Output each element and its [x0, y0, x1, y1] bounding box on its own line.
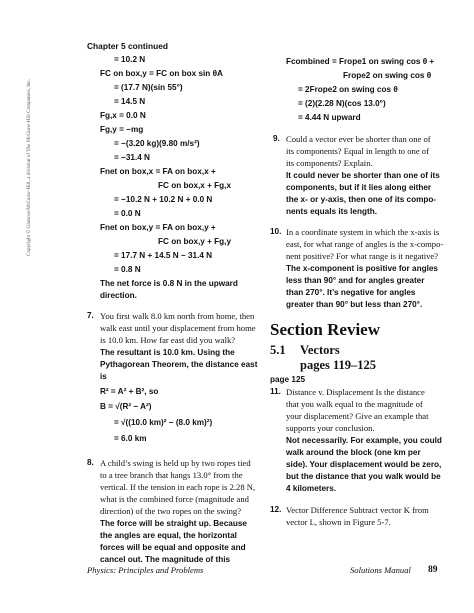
answer-line: forces will be equal and opposite and: [100, 543, 246, 552]
answer-line: but the distance that you walk would be: [286, 472, 441, 481]
answer-line: It could never be shorter than one of its: [286, 171, 440, 180]
question-number: 9.: [273, 134, 280, 143]
question-text: vector L, shown in Figure 5-7.: [286, 517, 391, 527]
page-number: 89: [428, 565, 438, 575]
eq-line: B = √(R² − A²): [100, 402, 152, 411]
answer-line: is: [100, 372, 107, 381]
eq-line: = 4.44 N upward: [298, 113, 361, 122]
answer-line: the angles are equal, the horizontal: [100, 531, 237, 540]
eq-line: = √((10.0 km)² − (8.0 km)²): [114, 418, 213, 427]
eq-line: Fg,x = 0.0 N: [100, 111, 146, 120]
question-text: vertical. If the tension in each rope is 2.28 N,: [100, 482, 256, 492]
eq-line: = 0.8 N: [114, 265, 141, 274]
question-text: You first walk 8.0 km north from home, then: [100, 311, 255, 321]
eq-line: = 14.5 N: [114, 97, 146, 106]
answer-line: less than 90° and for angles greater: [286, 276, 425, 285]
answer-line: The x-component is positive for angles: [286, 264, 438, 273]
answer-line: Pythagorean Theorem, the distance east: [100, 360, 258, 369]
question-text: In a coordinate system in which the x-axis is: [286, 227, 440, 237]
answer-line: The net force is 0.8 N in the upward: [100, 279, 238, 288]
question-text: its components? Explain.: [286, 158, 373, 168]
question-text: to a tree branch that hangs 13.0° from the: [100, 470, 243, 480]
question-text: what is the combined force (magnitude and: [100, 494, 249, 504]
question-text: Could a vector ever be shorter than one of: [286, 134, 431, 144]
eq-line: = −31.4 N: [114, 153, 150, 162]
section-pages: pages 119–125: [300, 358, 377, 372]
question-text: Vector Difference Subtract vector K from: [286, 505, 429, 515]
footer-manual: Solutions Manual: [350, 565, 411, 575]
question-number: 12.: [270, 505, 282, 514]
answer-line: 4 kilometers.: [286, 484, 337, 493]
question-text: east, for what range of angles is the x-compo-: [286, 239, 444, 249]
answer-line: greater than 90° but less than 270°.: [286, 300, 423, 309]
section-title: Vectors: [300, 343, 340, 357]
eq-line: = (2)(2.28 N)(cos 13.0°): [298, 99, 386, 108]
eq-line: FC on box,y + Fg,y: [158, 237, 232, 246]
eq-line: Fnet on box,x = FA on box,x +: [100, 167, 216, 176]
question-text: that you walk equal to the magnitude of: [286, 399, 423, 409]
eq-line: = 2Frope2 on swing cos θ: [298, 85, 398, 94]
question-text: supports your conclusion.: [286, 423, 375, 433]
answer-line: walk around the block (one km per: [286, 448, 421, 457]
eq-line: = 0.0 N: [114, 209, 141, 218]
footer-book-title: Physics: Principles and Problems: [87, 565, 204, 575]
chapter-heading: Chapter 5 continued: [87, 41, 168, 51]
answer-line: side). Your displacement would be zero,: [286, 460, 442, 469]
answer-line: nents equals its length.: [286, 207, 377, 216]
eq-line: Fcombined = Frope1 on swing cos θ +: [286, 57, 435, 66]
eq-line: = (17.7 N)(sin 55°): [114, 83, 183, 92]
eq-line: Fnet on box,y = FA on box,y +: [100, 223, 216, 232]
question-number: 7.: [87, 311, 94, 320]
answer-line: than 270°. It’s negative for angles: [286, 288, 416, 297]
question-text: walk east until your displacement from home: [100, 323, 256, 333]
answer-line: the x- or y-axis, then one of its compo-: [286, 195, 437, 204]
answer-line: Not necessarily. For example, you could: [286, 436, 442, 445]
question-text: your displacement? Give an example that: [286, 411, 429, 421]
answer-line: components, but if it lies along either: [286, 183, 432, 192]
section-number: 5.1: [270, 343, 286, 357]
eq-line: FC on box,x + Fg,x: [158, 181, 232, 190]
question-text: nent positive? For what range is it negative?: [286, 251, 439, 261]
eq-line: = −(3.20 kg)(9.80 m/s²): [114, 139, 200, 148]
eq-line: = −10.2 N + 10.2 N + 0.0 N: [114, 195, 213, 204]
question-text: direction) of the two ropes on the swing?: [100, 506, 242, 516]
answer-line: The resultant is 10.0 km. Using the: [100, 348, 235, 357]
eq-line: FC on box,y = FC on box sin θA: [100, 69, 223, 78]
eq-line: Fg,y = −mg: [100, 125, 144, 134]
question-number: 11.: [270, 387, 281, 396]
eq-line: = 17.7 N + 14.5 N − 31.4 N: [114, 251, 213, 260]
answer-line: direction.: [100, 291, 137, 300]
eq-line: R² = A² + B², so: [100, 387, 159, 396]
eq-line: = 6.0 km: [114, 434, 147, 443]
question-number: 10.: [270, 227, 282, 236]
eq-line: = 10.2 N: [114, 55, 146, 64]
question-text: its components? Equal in length to one of: [286, 146, 429, 156]
answer-line: cancel out. The magnitude of this: [100, 555, 231, 564]
page-reference: page 125: [270, 375, 306, 384]
question-text: Distance v. Displacement Is the distance: [286, 387, 425, 397]
section-review-title: Section Review: [270, 320, 381, 339]
question-text: is 10.0 km. How far east did you walk?: [100, 335, 236, 345]
eq-line: Frope2 on swing cos θ: [343, 71, 432, 80]
answer-line: The force will be straight up. Because: [100, 519, 247, 528]
question-number: 8.: [87, 458, 94, 467]
question-text: A child’s swing is held up by two ropes tied: [100, 458, 251, 468]
copyright-sidebar: Copyright © Glencoe/McGraw-Hill, a division of The McGraw-Hill Companies, Inc.: [26, 78, 32, 256]
